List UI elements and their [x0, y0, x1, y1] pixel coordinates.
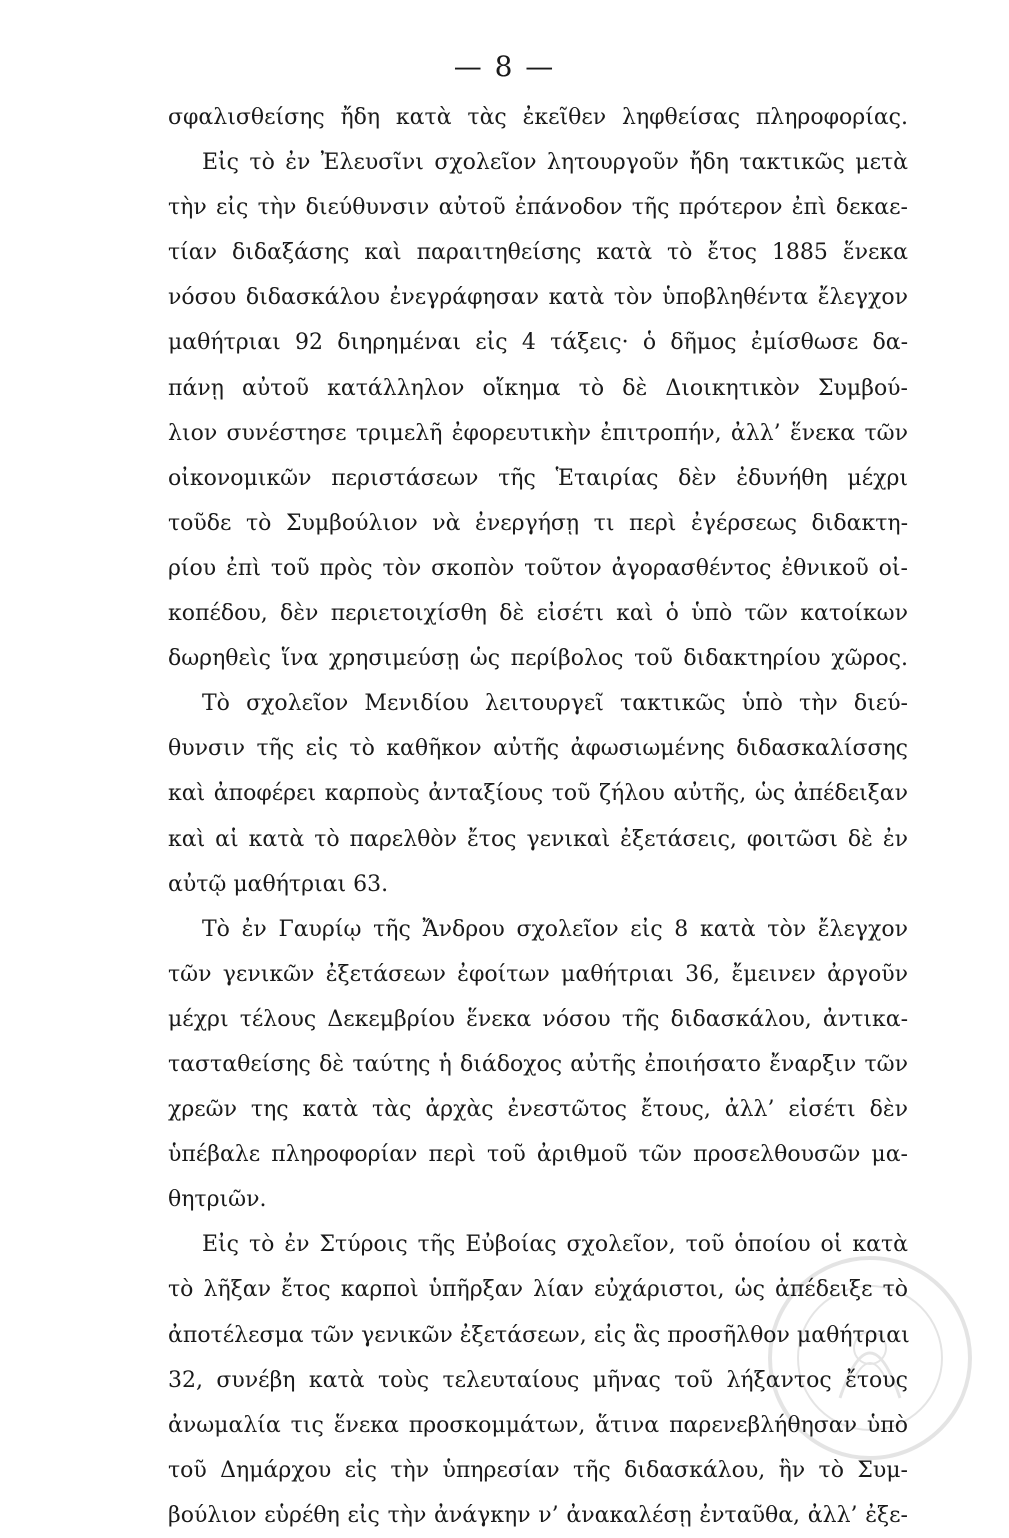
text-line: νόσου διδασκάλου ἐνεγράφησαν κατὰ τὸν ὑποβληθέντα ἔλεγχον	[168, 285, 908, 311]
text-line: Εἰς τὸ ἐν Στύροις τῆς Εὐβοίας σχολεῖον, τοῦ ὁποίου οἱ κατὰ	[202, 1232, 908, 1258]
text-line: τασταθείσης δὲ ταύτης ἡ διάδοχος αὐτῆς ἐποιήσατο ἔναρξιν τῶν	[168, 1051, 908, 1077]
text-line: πάνῃ αὐτοῦ κατάλληλον οἴκημα τὸ δὲ Διοικητικὸν Συμβού-	[168, 375, 908, 401]
text-line: θητριῶν.	[168, 1187, 267, 1213]
text-line: οἰκονομικῶν περιστάσεων τῆς Ἑταιρίας δὲν ἐδυνήθη μέχρι	[168, 465, 908, 491]
text-line: χρεῶν της κατὰ τὰς ἀρχὰς ἐνεστῶτος ἔτους, ἀλλ’ εἰσέτι δὲν	[168, 1097, 908, 1123]
text-line: ἀποτέλεσμα τῶν γενικῶν ἐξετάσεων, εἰς ἃς προσῆλθον μαθήτριαι	[168, 1322, 910, 1348]
text-line: κοπέδου, δὲν περιετοιχίσθη δὲ εἰσέτι καὶ ὁ ὑπὸ τῶν κατοίκων	[168, 601, 908, 627]
university-stamp-icon	[760, 1248, 980, 1468]
text-line: τίαν διδαξάσης καὶ παραιτηθείσης κατὰ τὸ ἔτος 1885 ἕνεκα	[168, 240, 908, 266]
text-line: καὶ αἱ κατὰ τὸ παρελθὸν ἔτος γενικαὶ ἐξετάσεις, φοιτῶσι δὲ ἐν	[168, 826, 908, 852]
text-line: μέχρι τέλους Δεκεμβρίου ἕνεκα νόσου τῆς διδασκάλου, ἀντικα-	[168, 1006, 908, 1032]
text-line: μαθήτριαι 92 διηρημέναι εἰς 4 τάξεις· ὁ δῆμος ἐμίσθωσε δα-	[168, 330, 908, 356]
text-line: σφαλισθείσης ἤδη κατὰ τὰς ἐκεῖθεν ληφθείσας πληροφορίας.	[168, 105, 908, 130]
text-line: τοῦ Δημάρχου εἰς τὴν ὑπηρεσίαν τῆς διδασκάλου, ἣν τὸ Συμ-	[168, 1457, 908, 1483]
text-line: θυνσιν τῆς εἰς τὸ καθῆκον αὐτῆς ἀφωσιωμένης διδασκαλίσσης	[168, 736, 908, 762]
text-line: δωρηθεὶς ἵνα χρησιμεύσῃ ὡς περίβολος τοῦ διδακτηρίου χῶρος.	[168, 646, 908, 672]
text-line: Τὸ σχολεῖον Μενιδίου λειτουργεῖ τακτικῶς ὑπὸ τὴν διεύ-	[202, 691, 908, 717]
page-number: — 8 —	[453, 50, 556, 83]
text-line: Τὸ ἐν Γαυρίῳ τῆς Ἄνδρου σχολεῖον εἰς 8 κατὰ τὸν ἔλεγχον	[202, 916, 908, 942]
text-line: λιον συνέστησε τριμελῆ ἐφορευτικὴν ἐπιτροπήν, ἀλλ’ ἕνεκα τῶν	[168, 420, 908, 446]
text-line: τῶν γενικῶν ἐξετάσεων ἐφοίτων μαθήτριαι 36, ἔμεινεν ἀργοῦν	[168, 961, 908, 987]
text-line: τὸ λῆξαν ἔτος καρποὶ ὑπῆρξαν λίαν εὐχάριστοι, ὡς ἀπέδειξε τὸ	[168, 1277, 908, 1303]
text-line: τοῦδε τὸ Συμβούλιον νὰ ἐνεργήσῃ τι περὶ ἐγέρσεως διδακτη-	[168, 510, 908, 536]
text-line: τὴν εἰς τὴν διεύθυνσιν αὐτοῦ ἐπάνοδον τῆς πρότερον ἐπὶ δεκαε-	[168, 195, 908, 221]
text-line: ὑπέβαλε πληροφορίαν περὶ τοῦ ἀριθμοῦ τῶν προσελθουσῶν μα-	[168, 1142, 908, 1168]
text-line: ρίου ἐπὶ τοῦ πρὸς τὸν σκοπὸν τοῦτον ἀγορασθέντος ἐθνικοῦ οἰ-	[168, 555, 908, 581]
text-line: Εἰς τὸ ἐν Ἐλευσῖνι σχολεῖον λητουργοῦν ἤδη τακτικῶς μετὰ	[202, 150, 908, 176]
text-line: ἀνωμαλία τις ἕνεκα προσκομμάτων, ἅτινα παρενεβλήθησαν ὑπὸ	[168, 1412, 908, 1438]
text-line: καὶ ἀποφέρει καρποὺς ἀνταξίους τοῦ ζήλου αὐτῆς, ὡς ἀπέδειξαν	[168, 781, 908, 807]
text-line: αὐτῷ μαθήτριαι 63.	[168, 871, 389, 897]
text-line: 32, συνέβη κατὰ τοὺς τελευταίους μῆνας τοῦ λήξαντος ἔτους	[168, 1367, 908, 1393]
text-line: βούλιον εὑρέθη εἰς τὴν ἀνάγκην ν’ ἀνακαλέσῃ ἐνταῦθα, ἀλλ’ ἐξε-	[168, 1502, 908, 1528]
